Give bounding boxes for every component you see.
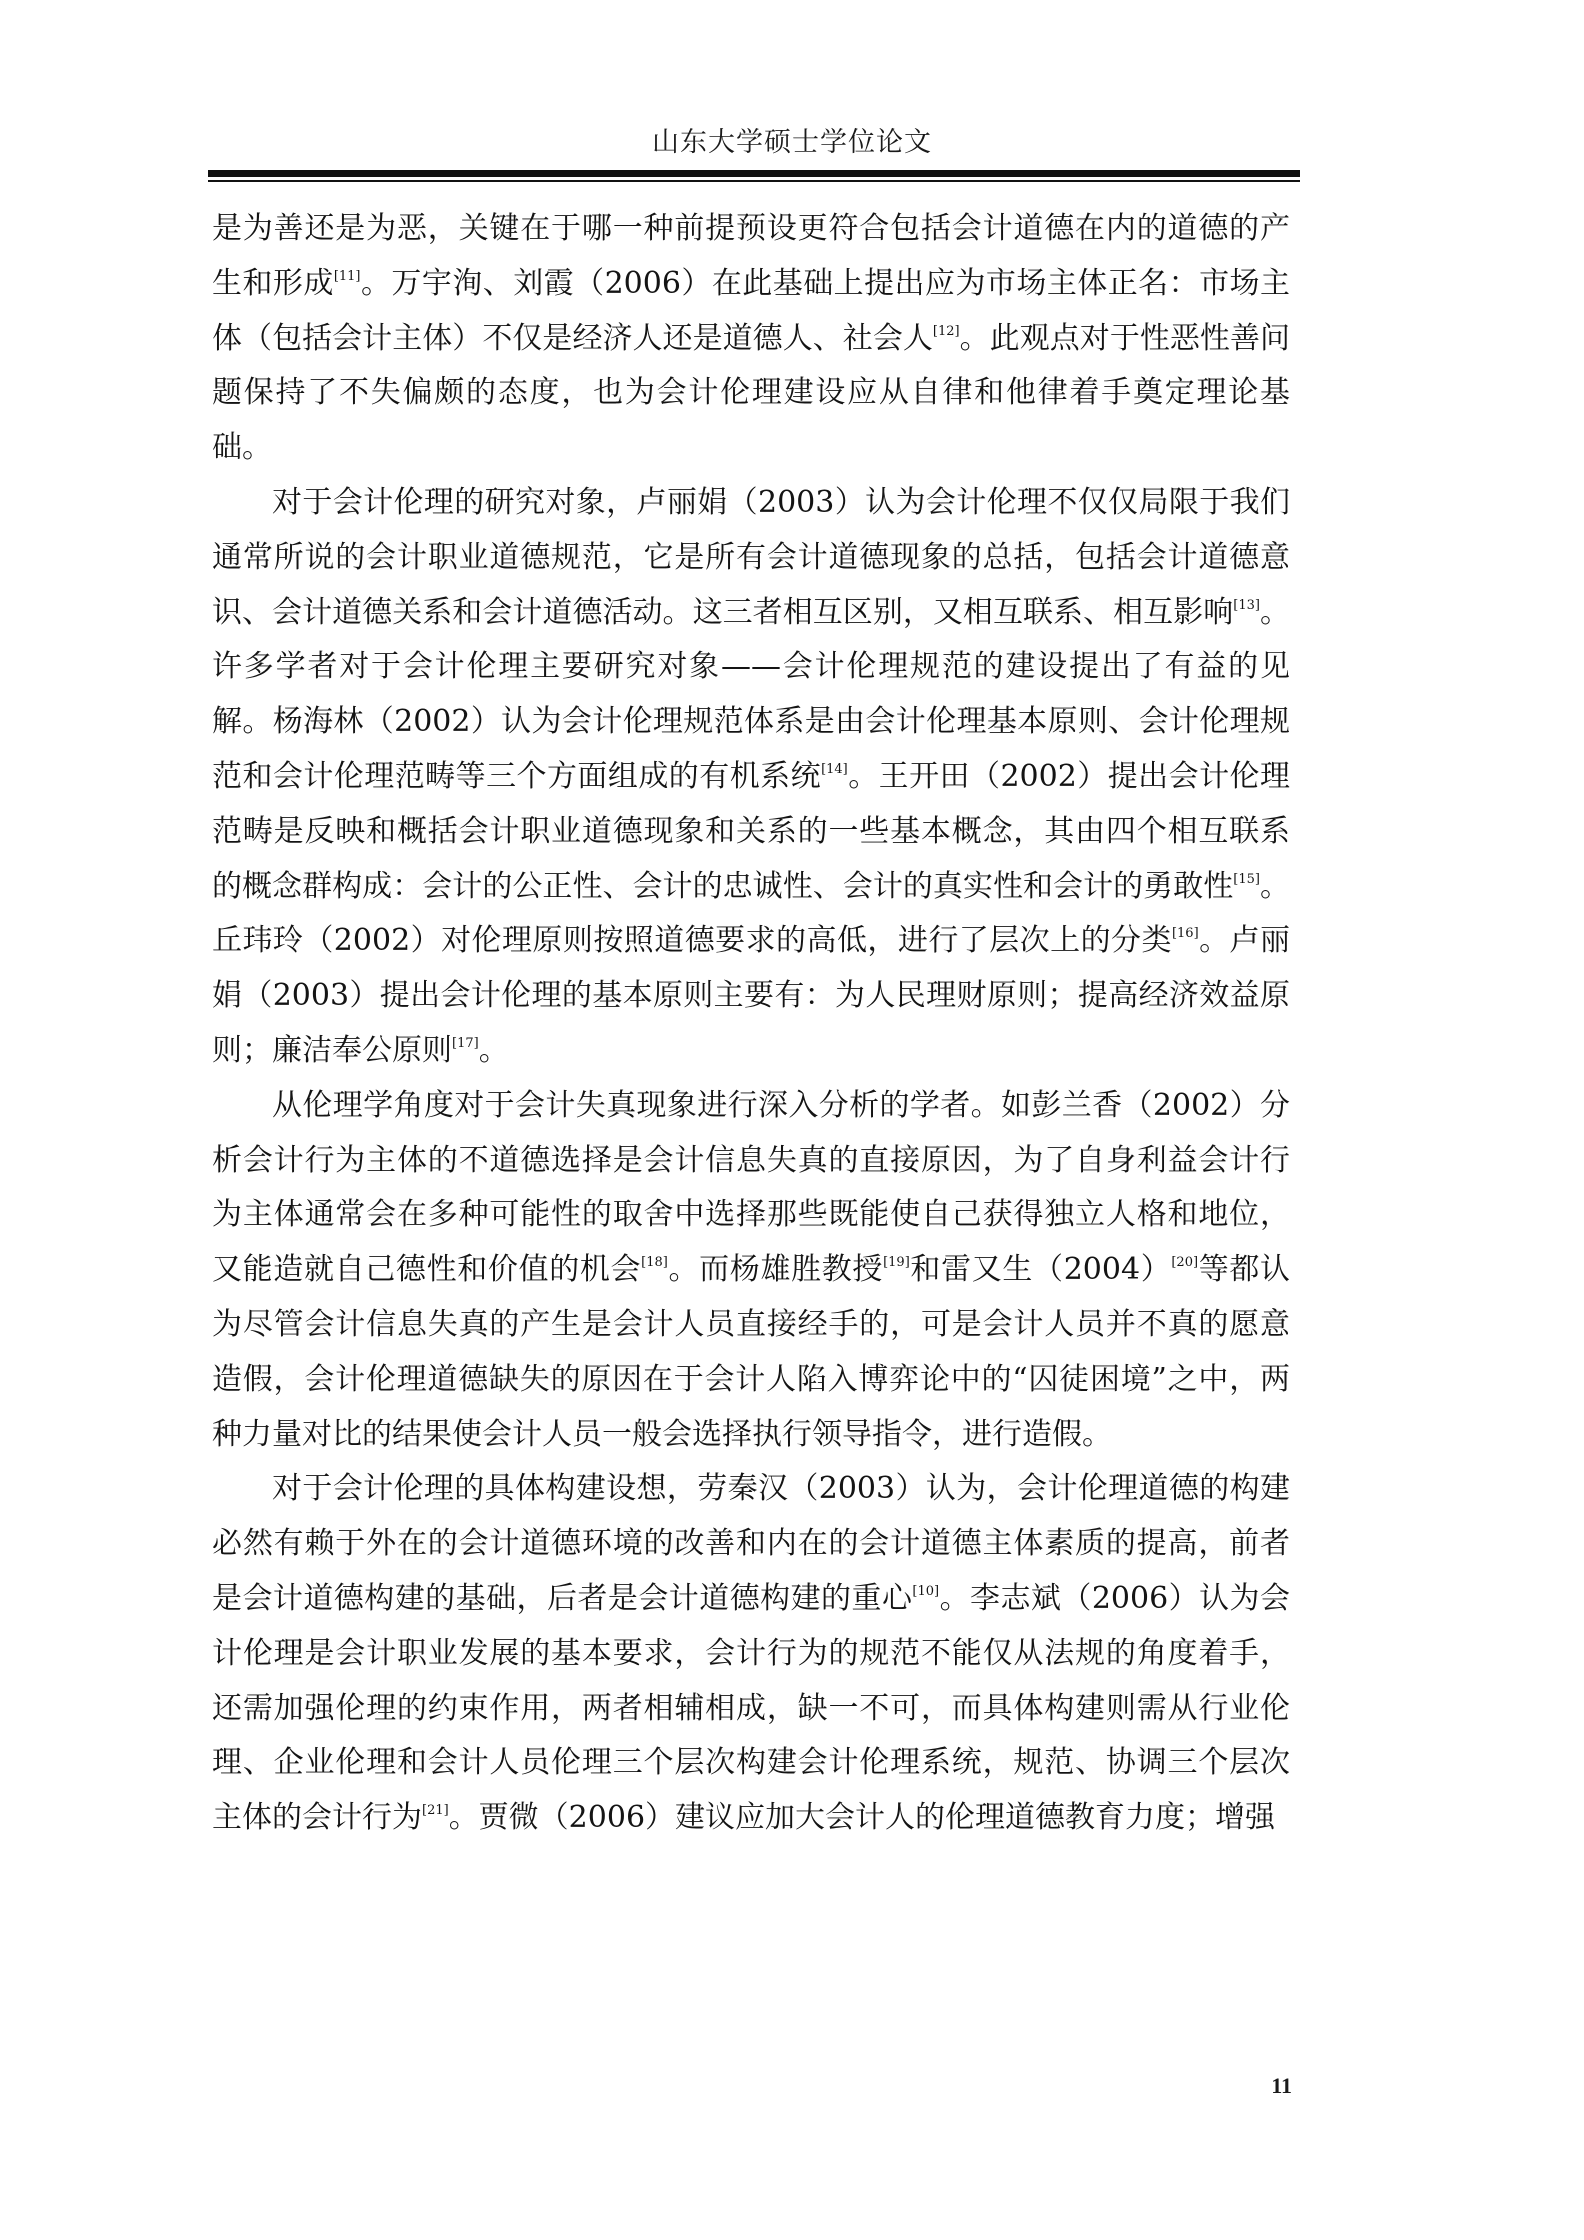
paragraph-text: 。丘玮玲（2002）对伦理原则按照道德要求的高低，进行了层次上的分类 <box>212 868 1291 959</box>
citation-marker: [16] <box>1171 926 1199 942</box>
body-text <box>212 202 1290 1846</box>
paragraph-text: 对于会计伦理的研究对象，卢丽娟（2003）认为会计伦理不仅仅局限于我们通常所说的会计职业道德规范，它是所有会计道德现象的总括，包括会计道德意识、会计道德关系和会计道德活动。这三者相互区别，又相互联系、相互影响 <box>212 484 1290 630</box>
citation-marker: [19] <box>883 1255 910 1271</box>
body-paragraph <box>212 202 1290 476</box>
running-header-title: 山东大学硕士学位论文 <box>652 127 932 158</box>
paragraph-text: 。贾微（2006）建议应加大会计人的伦理道德教育力度；增强 <box>448 1800 1276 1836</box>
paragraph-text: 。万宇洵、刘霞（2006）在此基础上提出应为市场主体正名：市场主体（包括会计主体）不仅是经济人还是道德人、社会人 <box>212 265 1290 356</box>
body-paragraph <box>212 1079 1290 1463</box>
citation-marker: [15] <box>1233 871 1260 887</box>
paragraph-text: 。许多学者对于会计伦理主要研究对象——会计伦理规范的建设提出了有益的见解。杨海林（2002）认为会计伦理规范体系是由会计伦理基本原则、会计伦理规范和会计伦理范畴等三个方面组成的有机系统 <box>212 594 1291 794</box>
paragraph-text: 。此观点对于性恶性善问题保持了不失偏颇的态度，也为会计伦理建设应从自律和他律着手奠定理论基础。 <box>212 320 1291 466</box>
citation-marker: [10] <box>912 1583 940 1599</box>
paragraph-text: 。李志斌（2006）认为会计伦理是会计职业发展的基本要求，会计行为的规范不能仅从法规的角度着手，还需加强伦理的约束作用，两者相辅相成，缺一不可，而具体构建则需从行业伦理、企业伦理和会计人员伦理三个层次构建会计伦理系统，规范、协调三个层次主体的会计行为 <box>212 1580 1290 1836</box>
citation-marker: [18] <box>641 1255 668 1271</box>
paragraph-text: 和雷又生（2004） <box>909 1252 1172 1288</box>
page-number: 11 <box>1271 2073 1292 2098</box>
header-rule-thin <box>208 180 1300 182</box>
header-rule-thick <box>208 170 1300 177</box>
paragraph-text: 。王开田（2002）提出会计伦理范畴是反映和概括会计职业道德现象和关系的一些基本概念，其由四个相互联系的概念群构成：会计的公正性、会计的忠诚性、会计的真实性和会计的勇敢性 <box>212 758 1290 904</box>
body-paragraph <box>212 476 1290 1079</box>
citation-marker: [12] <box>932 323 960 339</box>
citation-marker: [11] <box>333 268 361 284</box>
citation-marker: [17] <box>452 1035 479 1051</box>
citation-marker: [14] <box>821 761 848 777</box>
body-paragraph <box>212 1462 1290 1846</box>
paragraph-text: 从伦理学角度对于会计失真现象进行深入分析的学者。如彭兰香（2002）分析会计行为主体的不道德选择是会计信息失真的直接原因，为了自身利益会计行为主体通常会在多种可能性的取舍中选择那些既能使自己获得独立人格和地位，又能造就自己德性和价值的机会 <box>212 1087 1290 1288</box>
paragraph-text: 对于会计伦理的具体构建设想，劳秦汉（2003）认为，会计伦理道德的构建必然有赖于外在的会计道德环境的改善和内在的会计道德主体素质的提高，前者是会计道德构建的基础，后者是会计道德构建的重心 <box>212 1471 1290 1616</box>
paragraph-text: 。 <box>478 1032 509 1068</box>
paragraph-text: 等都认为尽管会计信息失真的产生是会计人员直接经手的，可是会计人员并不真的愿意造假，会计伦理道德缺失的原因在于会计人陷入博弈论中的“囚徒困境”之中，两种力量对比的结果使会计人员一般会选择执行领导指令，进行造假。 <box>212 1252 1291 1452</box>
paragraph-text: 是为善还是为恶，关键在于哪一种前提预设更符合包括会计道德在内的道德的产生和形成 <box>212 211 1290 301</box>
paragraph-text: 。卢丽娟（2003）提出会计伦理的基本原则主要有：为人民理财原则；提高经济效益原则；廉洁奉公原则 <box>212 923 1290 1068</box>
citation-marker: [13] <box>1233 597 1260 613</box>
citation-marker: [21] <box>422 1803 449 1819</box>
citation-marker: [20] <box>1171 1255 1199 1271</box>
paragraph-text: 。而杨雄胜教授 <box>667 1252 884 1288</box>
